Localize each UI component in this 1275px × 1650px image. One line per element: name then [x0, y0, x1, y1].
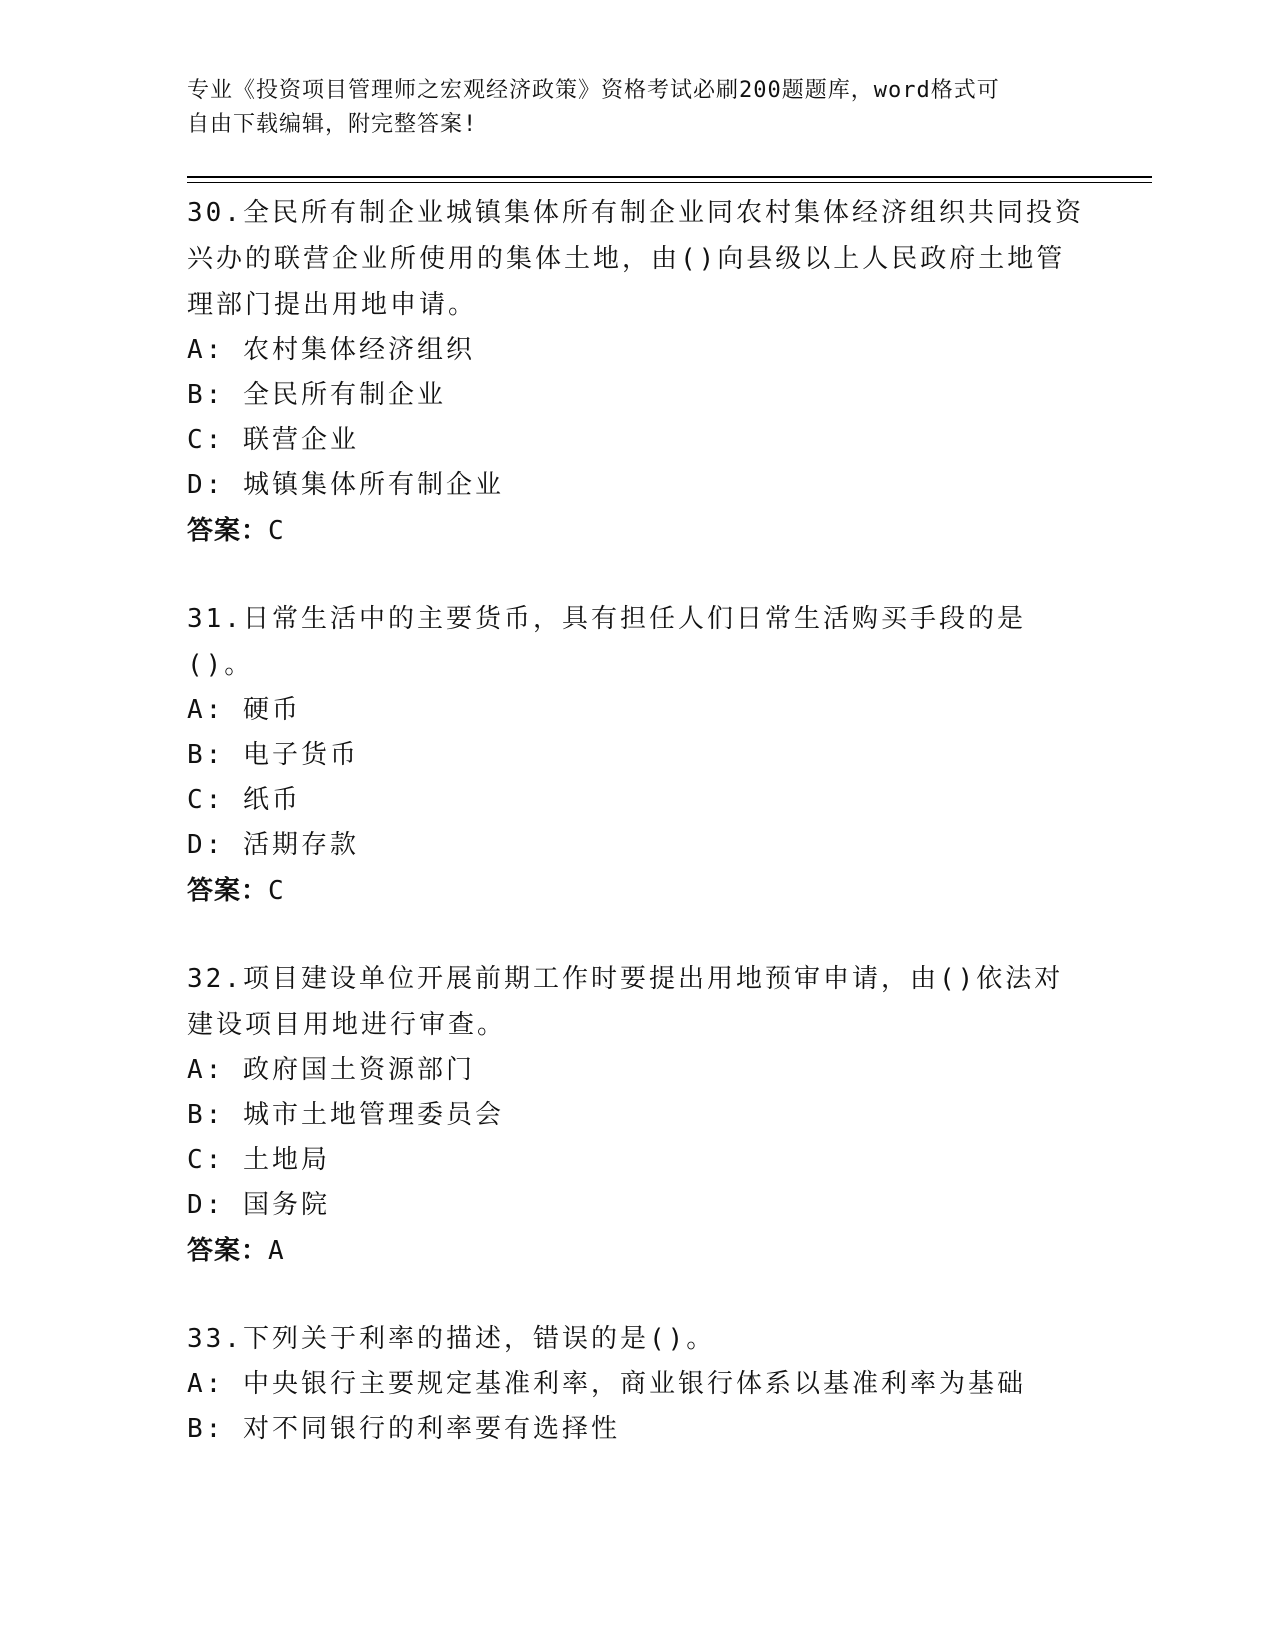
answer-label: 答案： — [187, 876, 269, 906]
option-c: C: 联营企业 — [187, 425, 359, 455]
header-line-2: 自由下载编辑，附完整答案! — [187, 112, 478, 137]
question-32 — [187, 956, 1087, 1274]
option-d: D: 活期存款 — [187, 830, 359, 860]
question-30 — [187, 190, 1087, 554]
option-b: B: 全民所有制企业 — [187, 380, 446, 410]
option-c: C: 土地局 — [187, 1145, 330, 1175]
question-stem: 30.全民所有制企业城镇集体所有制企业同农村集体经济组织共同投资兴办的联营企业所使用的集体土地，由()向县级以上人民政府土地管理部门提出用地申请。 — [187, 198, 1084, 320]
option-a: A: 政府国土资源部门 — [187, 1055, 475, 1085]
option-c: C: 纸币 — [187, 785, 301, 815]
answer-value: C — [268, 876, 285, 906]
question-33 — [187, 1316, 1087, 1452]
question-stem: 32.项目建设单位开展前期工作时要提出用地预审申请，由()依法对建设项目用地进行审查。 — [187, 964, 1064, 1040]
option-b: B: 城市土地管理委员会 — [187, 1100, 504, 1130]
header-line-1: 专业《投资项目管理师之宏观经济政策》资格考试必刷200题题库，word格式可 — [187, 78, 1000, 103]
option-a: A: 中央银行主要规定基准利率，商业银行体系以基准利率为基础 — [187, 1369, 1026, 1399]
answer-value: A — [268, 1236, 285, 1266]
answer-line — [187, 868, 1087, 914]
answer-value: C — [268, 516, 285, 546]
question-31 — [187, 596, 1087, 914]
question-list — [187, 190, 1087, 1494]
option-b: B: 对不同银行的利率要有选择性 — [187, 1414, 620, 1444]
option-d: D: 城镇集体所有制企业 — [187, 470, 504, 500]
option-b: B: 电子货币 — [187, 740, 359, 770]
header-rule-thin — [187, 182, 1152, 183]
answer-label: 答案： — [187, 1236, 269, 1266]
option-a: A: 硬币 — [187, 695, 301, 725]
header-rule-thick — [187, 176, 1152, 178]
answer-label: 答案： — [187, 516, 269, 546]
option-a: A: 农村集体经济组织 — [187, 335, 475, 365]
answer-line — [187, 1228, 1087, 1274]
option-d: D: 国务院 — [187, 1190, 330, 1220]
document-header — [187, 74, 1067, 142]
question-stem: 33.下列关于利率的描述，错误的是()。 — [187, 1324, 716, 1354]
question-stem: 31.日常生活中的主要货币，具有担任人们日常生活购买手段的是()。 — [187, 604, 1026, 680]
answer-line — [187, 508, 1087, 554]
